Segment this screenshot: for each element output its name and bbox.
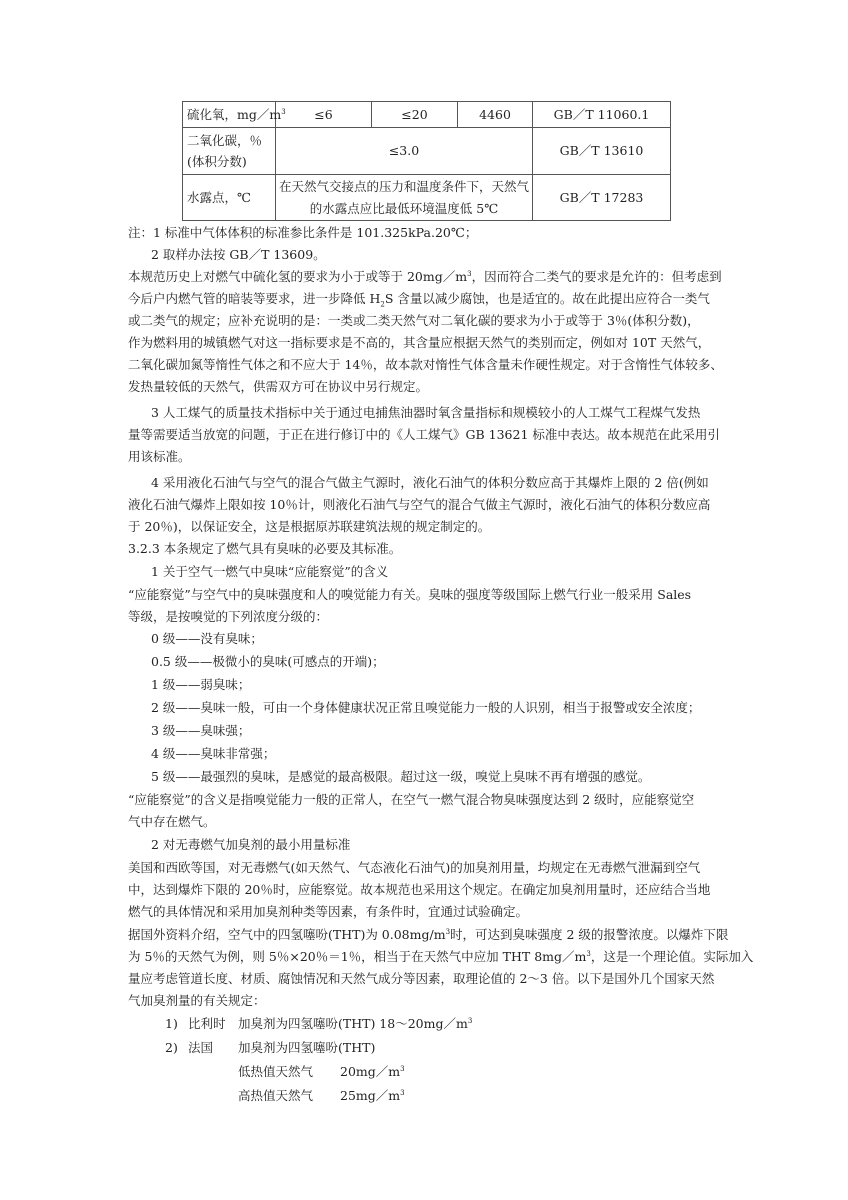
paragraph-line: 量等需要适当放宽的问题，于正在进行修订中的《人工煤气》GB 13621 标准中表达。故本规范在此采用引 bbox=[128, 427, 720, 442]
list-item-text: 加臭剂为四氢噻吩(THT) $18\sim 20mg/m^3$ bbox=[238, 1016, 473, 1031]
paragraph-line: 于 20％)，以保证安全，这是根据原苏联建筑法规的规定制定的。 bbox=[128, 519, 491, 534]
paragraph-line: 据国外资料介绍，空气中的四氢噻吩(THT)为 $0.08mg/m^3$时，可达到臭味强度 2 级的报警浓度。以爆炸下限 bbox=[128, 927, 729, 942]
table-cell: ≤20 bbox=[372, 102, 458, 128]
odor-level: 5 级——最强烈的臭味，是感觉的最高极限。超过这一级，嗅觉上臭味不再有增强的感觉。 bbox=[151, 769, 651, 784]
section-heading: 3.2.3 本条规定了燃气具有臭味的必要及其标准。 bbox=[128, 541, 402, 556]
table-cell: ≤6 bbox=[276, 102, 372, 128]
sublist-value: $25mg/m^3$ bbox=[340, 1088, 405, 1103]
table-cell: 在天然气交接点的压力和温度条件下，天然气 的水露点应比最低环境温度低 5℃ bbox=[276, 175, 533, 221]
gas-quality-table bbox=[182, 101, 671, 221]
odor-level: 1 级——弱臭味； bbox=[151, 677, 251, 692]
note-2: 2 取样办法按 GB／T 13609。 bbox=[151, 247, 326, 262]
table-cell: 硫化氧，$mg/m^3$ bbox=[183, 102, 276, 128]
table-cell: GB／T 13610 bbox=[533, 128, 671, 175]
paragraph-line: 等级，是按嗅觉的下列浓度分级的： bbox=[128, 609, 329, 624]
paragraph-line: 发热量较低的天然气，供需双方可在协议中另行规定。 bbox=[128, 379, 429, 394]
paragraph-line: 量应考虑管道长度、材质、腐蚀情况和天然气成分等因素，取理论值的 2～3 倍。以下是国外几个国家天然 bbox=[128, 971, 715, 986]
table-row bbox=[183, 102, 671, 128]
list-item-country: 法国 bbox=[188, 1040, 214, 1055]
table-cell: 二氧化碳，％ (体积分数) bbox=[183, 128, 276, 175]
odor-level: 4 级——臭味非常强； bbox=[151, 746, 276, 761]
paragraph-line: 用该标准。 bbox=[128, 449, 191, 464]
paragraph-line: 或二类气的规定；应补充说明的是：一类或二类天然气对二氧化碳的要求为小于或等于 3％(体积分数)， bbox=[128, 313, 700, 328]
sublist-label: 低热值天然气 bbox=[238, 1064, 314, 1079]
item-heading: 1 关于空气一燃气中臭味“应能察觉”的含义 bbox=[151, 564, 389, 579]
table-cell: GB／T 11060.1 bbox=[533, 102, 671, 128]
table-cell: 水露点，℃ bbox=[183, 175, 276, 221]
paragraph-line: “应能察觉”与空气中的臭味强度和人的嗅觉能力有关。臭味的强度等级国际上燃气行业一般采用 Sales bbox=[128, 587, 692, 602]
paragraph-line: 燃气的具体情况和采用加臭剂种类等因素，有条件时，宜通过试验确定。 bbox=[128, 904, 529, 919]
paragraph-line: 今后户内燃气管的暗装等要求，进一步降低 $H_2S$ 含量以减少腐蚀，也是适宜的。故在此提出应符合一类气 bbox=[128, 291, 710, 309]
paragraph-line: 气加臭剂量的有关规定： bbox=[128, 993, 266, 1008]
list-item-text: 加臭剂为四氢噻吩(THT) bbox=[238, 1040, 376, 1055]
paragraph-line: 本规范历史上对燃气中硫化氢的要求为小于或等于 $20mg/m^3$，因而符合二类气的要求是允许的：但考虑到 bbox=[128, 269, 722, 284]
paragraph-line: 4 采用液化石油气与空气的混合气做主气源时，液化石油气的体积分数应高于其爆炸上限的 2 倍(例如 bbox=[151, 475, 709, 490]
paragraph-line: 气中存在燃气。 bbox=[128, 814, 216, 829]
note-1: 注：1 标准中气体体积的标准参比条件是 101.325kPa.20℃； bbox=[128, 225, 478, 240]
list-item-number: 2) bbox=[165, 1040, 178, 1055]
table-row bbox=[183, 175, 671, 221]
odor-level: 0.5 级——极微小的臭味(可感点的开端)； bbox=[151, 654, 385, 669]
list-item-number: 1) bbox=[165, 1016, 178, 1031]
paragraph-line: 二氧化碳加氮等惰性气体之和不应大于 14％，故本款对惰性气体含量未作硬性规定。对于含惰性气体较多、 bbox=[128, 357, 723, 372]
item-heading: 2 对无毒燃气加臭剂的最小用量标准 bbox=[151, 837, 351, 852]
paragraph-line: 3 人工煤气的质量技术指标中关于通过电捕焦油器时氧含量指标和规模较小的人工煤气工程煤气发热 bbox=[151, 405, 701, 420]
list-item-country: 比利时 bbox=[188, 1016, 226, 1031]
odor-level: 3 级——臭味强； bbox=[151, 723, 251, 738]
sublist-value: $20mg/m^3$ bbox=[340, 1064, 405, 1079]
paragraph-line: 作为燃料用的城镇燃气对这一指标要求是不高的，其含量应根据天然气的类别而定，例如对 10T 天然气， bbox=[128, 335, 711, 350]
table-row bbox=[183, 128, 671, 175]
odor-level: 0 级——没有臭味； bbox=[151, 631, 263, 646]
table-cell: GB／T 17283 bbox=[533, 175, 671, 221]
paragraph-line: 为 5％的天然气为例，则 5％×20％＝1％，相当于在天然气中应加 THT $8mg/m^3$，这是一个理论值。实际加入 bbox=[128, 949, 754, 964]
odor-level: 2 级——臭味一般，可由一个身体健康状况正常且嗅觉能力一般的人识别，相当于报警或安全浓度； bbox=[151, 700, 701, 715]
table-cell: ≤3.0 bbox=[276, 128, 533, 175]
paragraph-line: 液化石油气爆炸上限如按 10％计，则液化石油气与空气的混合气做主气源时，液化石油气的体积分数应高 bbox=[128, 497, 711, 512]
sublist-label: 高热值天然气 bbox=[238, 1088, 314, 1103]
paragraph-line: 中，达到爆炸下限的 20％时，应能察觉。故本规范也采用这个规定。在确定加臭剂用量时，还应结合当地 bbox=[128, 882, 711, 897]
paragraph-line: 美国和西欧等国，对无毒燃气(如天然气、气态液化石油气)的加臭剂用量，均规定在无毒燃气泄漏到空气 bbox=[128, 860, 701, 875]
table-cell: 4460 bbox=[458, 102, 533, 128]
paragraph-line: “应能察觉”的含义是指嗅觉能力一般的正常人，在空气一燃气混合物臭味强度达到 2 级时，应能察觉空 bbox=[128, 792, 695, 807]
